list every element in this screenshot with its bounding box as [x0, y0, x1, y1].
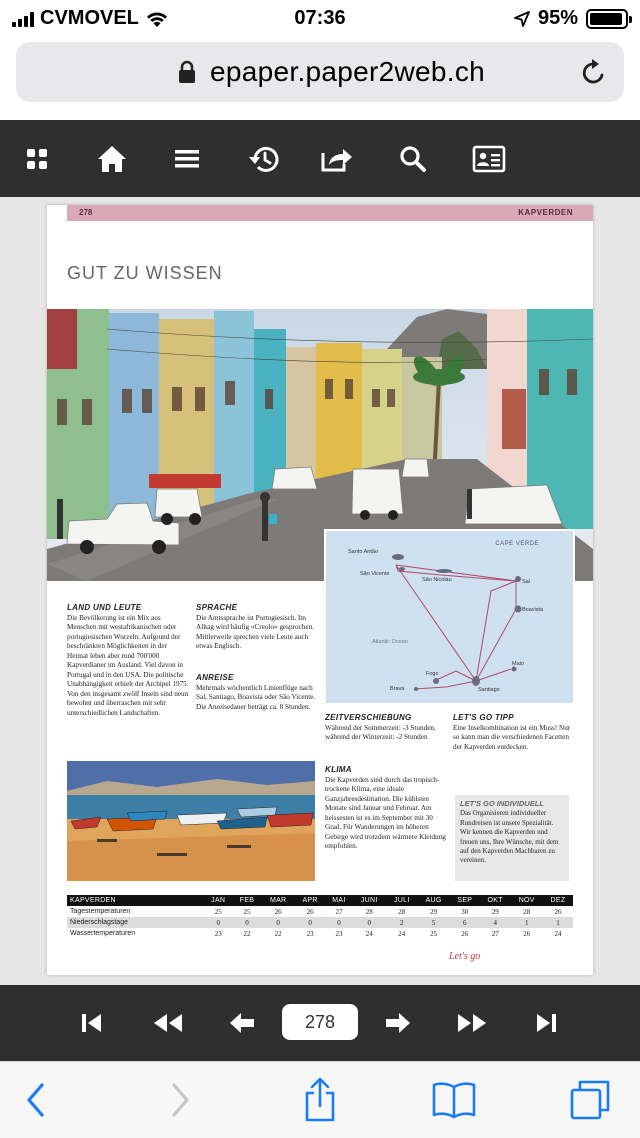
share-icon[interactable]	[320, 142, 354, 176]
table-cell: 1	[511, 917, 543, 928]
map-label-sao-vicente: São Vicente	[360, 571, 390, 577]
fast-forward-icon[interactable]	[452, 1005, 492, 1041]
climate-header-month: SEP	[450, 895, 480, 906]
zeitverschiebung-heading: ZEITVERSCHIEBUNG	[325, 713, 412, 722]
map-label-maio: Maio	[512, 661, 524, 667]
menu-icon[interactable]	[170, 142, 204, 176]
browser-bottom-bar	[0, 1061, 640, 1138]
back-icon[interactable]	[12, 1076, 60, 1124]
lock-icon	[178, 60, 196, 84]
individuell-heading: LET'S GO INDIVIDUELL	[460, 799, 544, 808]
table-cell: 22	[243, 929, 251, 938]
battery-percent: 95%	[537, 7, 578, 29]
page-navigation-bar	[0, 985, 640, 1061]
klima-heading: KLIMA	[325, 765, 352, 774]
map-label-sao-nicolau: São Nicolau	[422, 577, 452, 583]
bookmarks-icon[interactable]	[430, 1076, 478, 1124]
table-cell: 23	[306, 929, 314, 938]
magazine-page[interactable]	[47, 205, 593, 975]
clock: 07:36	[294, 7, 346, 29]
page-number-label: 278	[79, 208, 93, 217]
next-page-icon[interactable]	[378, 1005, 418, 1041]
row-label: Tagestemperaturen	[70, 908, 131, 915]
beach-photo	[67, 761, 315, 881]
lets-go-logo: Let's go	[449, 951, 481, 962]
individuell-text: Das Organisieren individueller Rundreisen ist unsere Spezialität. Wir kennen die Kapverden und freuen uns, Ihre Wünsche, mit dem auf den Kapverden Machbaren zu vereinen.	[460, 809, 559, 865]
table-cell: 24	[554, 929, 562, 938]
last-page-icon[interactable]	[526, 1005, 566, 1041]
climate-table	[67, 895, 573, 939]
page-header-strip	[67, 205, 593, 221]
climate-header-month: DEZ	[543, 895, 573, 906]
climate-header-month: MAR	[262, 895, 295, 906]
table-cell: 5	[417, 917, 449, 928]
section-title: GUT ZU WISSEN	[67, 263, 223, 283]
table-cell: 24	[365, 929, 373, 938]
table-cell: 2	[386, 917, 417, 928]
table-cell: 0	[295, 917, 326, 928]
land-und-leute-heading: LAND UND LEUTE	[67, 603, 142, 612]
table-cell: 28	[398, 907, 406, 916]
klima-block	[325, 765, 447, 852]
battery-icon	[586, 9, 628, 29]
map-title: CAPE VERDE	[495, 541, 539, 547]
climate-header-month: JULI	[386, 895, 417, 906]
table-cell: 25	[430, 929, 438, 938]
tipp-text: Eine Inselkombination ist ein Muss! Nur so kann man die verschiedenen Facetten der Kapverden entdecken.	[453, 723, 571, 751]
individuell-box	[453, 793, 571, 883]
prev-page-icon[interactable]	[222, 1005, 262, 1041]
table-cell: 6	[450, 917, 480, 928]
map-label-santo-antao: Santo Antão	[348, 549, 378, 555]
epaper-toolbar	[0, 120, 640, 197]
climate-row-rain-days	[67, 917, 573, 928]
map-label-santiago: Santiago	[478, 687, 500, 693]
address-bar[interactable]	[16, 42, 624, 102]
page-number-input[interactable]	[282, 1004, 358, 1040]
sprache-heading: SPRACHE	[196, 603, 238, 612]
location-arrow-icon	[514, 11, 530, 27]
fast-back-icon[interactable]	[148, 1005, 188, 1041]
map-label-sal: Sal	[522, 579, 530, 585]
table-cell: 23	[214, 929, 222, 938]
epaper-viewer[interactable]	[0, 197, 640, 985]
table-cell: 22	[274, 929, 282, 938]
climate-header-month: FEB	[232, 895, 261, 906]
zeitverschiebung-text: Während der Sommerzeit: -3 Stunden, während der Winterzeit: -2 Stunden	[325, 723, 436, 741]
reload-icon[interactable]	[580, 57, 608, 87]
table-cell: 27	[335, 907, 343, 916]
table-cell: 26	[306, 907, 314, 916]
klima-text: Die Kapverden sind durch das tropisch-trockene Klima, eine ideale Ganzjahresdestination. Die kühlsten Monate sind Januar und Februar. Am heissesten ist es im September mit 30 Grad. Für Wanderungen im höheren Gebirge wird trotzdem wärmere Kleidung empfohlen.	[325, 775, 446, 850]
anreise-block	[196, 673, 318, 712]
status-bar	[0, 0, 640, 36]
table-cell: 29	[491, 907, 499, 916]
climate-row-water-temp	[67, 928, 573, 939]
climate-header-month: JUNI	[352, 895, 386, 906]
grid-icon[interactable]	[20, 142, 54, 176]
table-cell: 29	[430, 907, 438, 916]
table-cell: 26	[523, 929, 531, 938]
home-icon[interactable]	[95, 142, 129, 176]
table-cell: 27	[491, 929, 499, 938]
tipp-block	[453, 713, 575, 752]
zeitverschiebung-block	[325, 713, 447, 743]
tabs-icon[interactable]	[566, 1076, 614, 1124]
table-cell: 25	[243, 907, 251, 916]
tipp-heading: LET'S GO TIPP	[453, 713, 514, 722]
map-label-fogo: Fogo	[426, 671, 439, 677]
land-und-leute-block	[67, 603, 189, 718]
forward-icon[interactable]	[156, 1076, 204, 1124]
sprache-text: Die Amtssprache ist Portugiesisch. Im Alltag wird häufig «Creolo» gesprochen. Mittlerweile sprechen viele Leute auch etwas Englisch.	[196, 613, 314, 650]
climate-header-month: JAN	[204, 895, 232, 906]
table-cell: 0	[204, 917, 232, 928]
table-cell: 30	[461, 907, 469, 916]
climate-header-month: MAI	[326, 895, 353, 906]
climate-header-month: NOV	[511, 895, 543, 906]
climate-row-day-temp	[67, 906, 573, 917]
anreise-heading: ANREISE	[196, 673, 234, 682]
carrier-name: CVMOVEL	[40, 7, 139, 29]
table-cell: 26	[461, 929, 469, 938]
cape-verde-map	[324, 529, 575, 705]
status-right	[514, 7, 628, 30]
table-cell: 0	[232, 917, 261, 928]
map-label-boavista: Boavista	[522, 607, 544, 613]
share-icon[interactable]	[296, 1076, 344, 1124]
sprache-block	[196, 603, 318, 652]
table-cell: 28	[523, 907, 531, 916]
row-label: Wassertemperaturen	[70, 930, 136, 937]
table-cell: 26	[554, 907, 562, 916]
table-cell: 24	[398, 929, 406, 938]
contact-card-icon[interactable]	[472, 142, 506, 176]
land-und-leute-text: Die Bevölkerung ist ein Mix aus Menschen mit westafrikanischen oder portugiesischen Wurzeln. Aufgrund der beschränkten Möglichkeiten in der Heimat leben aber rund 700'000 Kapverdianer im Ausland. Viel davon in Portugal und in den USA. Die politische Unabhängigkeit erhielt der Archipel 1975. Von den insgesamt zwölf Inseln sind neun bewohnt und überraschen mit sehr unterschiedlichen Landschaften.	[67, 613, 189, 717]
table-cell: 1	[543, 917, 573, 928]
climate-header-row	[67, 895, 573, 906]
table-cell: 28	[365, 907, 373, 916]
map-label-brava: Brava	[390, 686, 405, 692]
table-cell: 0	[352, 917, 386, 928]
first-page-icon[interactable]	[72, 1005, 112, 1041]
table-cell: 0	[262, 917, 295, 928]
table-cell: 0	[326, 917, 353, 928]
anreise-text: Mehrmals wöchentlich Linienflüge nach Sal, Santiago, Boavista oder São Vicente. Die Anreisedauer beträgt ca. 8 Stunden.	[196, 683, 316, 711]
table-cell: 25	[214, 907, 222, 916]
row-label: Niederschlagstage	[67, 917, 204, 928]
map-label-ocean: Atlantic Ocean	[372, 639, 408, 645]
climate-header-month: OKT	[480, 895, 511, 906]
climate-header-label: KAPVERDEN	[67, 895, 204, 906]
table-cell: 4	[480, 917, 511, 928]
climate-header-month: APR	[295, 895, 326, 906]
table-cell: 23	[335, 929, 343, 938]
search-icon[interactable]	[396, 142, 430, 176]
page-country-label: KAPVERDEN	[518, 208, 573, 217]
url-text[interactable]: epaper.paper2web.ch	[210, 56, 486, 87]
climate-header-month: AUG	[417, 895, 449, 906]
table-cell: 26	[274, 907, 282, 916]
history-icon[interactable]	[246, 142, 280, 176]
